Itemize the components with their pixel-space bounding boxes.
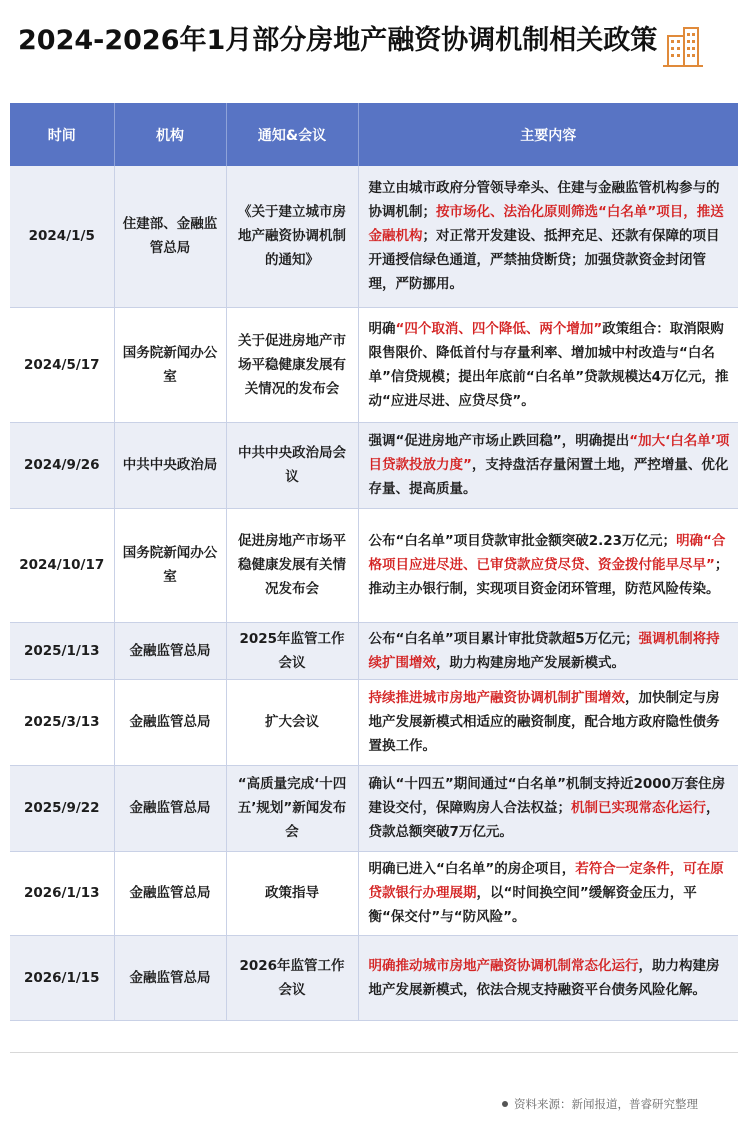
cell-content: [358, 422, 738, 508]
cell-notice: 中共中央政治局会议: [226, 422, 358, 508]
highlight-text: 明确推动城市房地产融资协调机制常态化运行: [368, 957, 639, 974]
highlight-text: 机制已实现常态化运行: [571, 800, 706, 816]
cell-content: [358, 307, 738, 422]
source-text: 资料来源：新闻报道，普睿研究整理: [514, 1097, 698, 1111]
cell-notice: 《关于建立城市房地产融资协调机制的通知》: [226, 166, 358, 307]
footer-divider: [10, 1052, 738, 1053]
content-text: ，贷款总额突破7万亿元。: [368, 800, 720, 840]
cell-org: 金融监管总局: [114, 851, 226, 935]
table-row: [10, 765, 738, 851]
cell-notice: 2025年监管工作会议: [226, 622, 358, 679]
content-text: 明确已进入“白名单”的房企项目，: [368, 861, 576, 877]
content-text: ；推动主办银行制，实现项目资金闭环管理，防范风险传染。: [368, 557, 729, 597]
cell-content: [358, 765, 738, 851]
header-org: 机构: [114, 103, 226, 166]
content-text: ，助力构建房地产发展新模式，依法合规支持融资平台债务风险化解。: [368, 957, 720, 998]
cell-org: 中共中央政治局: [114, 422, 226, 508]
cell-content: [358, 622, 738, 679]
header-notice: 通知&会议: [226, 103, 358, 166]
cell-org: 住建部、金融监管总局: [114, 166, 226, 307]
source-note: [502, 1096, 698, 1112]
cell-notice: 促进房地产市场平稳健康发展有关情况发布会: [226, 508, 358, 622]
cell-org: 金融监管总局: [114, 622, 226, 679]
content-text: 明确: [368, 320, 396, 337]
content-text: 公布“白名单”项目贷款审批金额突破2.23万亿元；: [368, 533, 677, 549]
cell-notice: 关于促进房地产市场平稳健康发展有关情况的发布会: [226, 307, 358, 422]
cell-date: 2024/1/5: [10, 166, 114, 307]
cell-date: 2024/10/17: [10, 508, 114, 622]
table-row: [10, 622, 738, 679]
cell-notice: 政策指导: [226, 851, 358, 935]
cell-notice: 扩大会议: [226, 679, 358, 765]
cell-org: 金融监管总局: [114, 935, 226, 1020]
cell-content: [358, 679, 738, 765]
highlight-text: 明确“合格项目应进尽进、已审贷款应贷尽贷、资金拨付能早尽早”: [368, 533, 726, 573]
highlight-text: 按市场化、法治化原则筛选“白名单”项目，推送金融机构: [368, 204, 724, 245]
content-text: ，助力构建房地产发展新模式。: [436, 654, 625, 671]
table-row: [10, 166, 738, 307]
cell-date: 2025/3/13: [10, 679, 114, 765]
cell-date: 2026/1/13: [10, 851, 114, 935]
table-row: [10, 679, 738, 765]
policy-table: [10, 103, 738, 1021]
highlight-text: 强调机制将持续扩围增效: [368, 630, 720, 671]
table-row: [10, 508, 738, 622]
table-row: [10, 935, 738, 1020]
content-text: ，加快制定与房地产发展新模式相适应的融资制度，配合地方政府隐性债务置换工作。: [368, 690, 720, 754]
highlight-text: “四个取消、四个降低、两个增加”: [395, 320, 603, 337]
building-logo-icon: [660, 24, 706, 70]
content-text: 建立由城市政府分管领导牵头、住建与金融监管机构参与的协调机制；: [368, 180, 720, 221]
table-header-row: [10, 103, 738, 166]
cell-notice: 2026年监管工作会议: [226, 935, 358, 1020]
table-row: [10, 851, 738, 935]
content-text: 政策组合：取消限购限售限价、降低首付与存量利率、增加城中村改造与“白名单”信贷规模；提出年底前“白名单”贷款规模达4万亿元，推动“应进尽进、应贷尽贷”。: [368, 320, 729, 409]
table-row: [10, 422, 738, 508]
cell-date: 2025/9/22: [10, 765, 114, 851]
header-content: 主要内容: [358, 103, 738, 166]
content-text: 公布“白名单”项目累计审批贷款超5万亿元；: [368, 630, 639, 647]
cell-date: 2024/9/26: [10, 422, 114, 508]
header-date: 时间: [10, 103, 114, 166]
cell-content: [358, 166, 738, 307]
content-text: ，支持盘活存量闲置土地，严控增量、优化存量、提高质量。: [368, 457, 729, 497]
cell-org: 金融监管总局: [114, 679, 226, 765]
cell-org: 金融监管总局: [114, 765, 226, 851]
cell-date: 2024/5/17: [10, 307, 114, 422]
table-row: [10, 307, 738, 422]
cell-content: [358, 508, 738, 622]
cell-org: 国务院新闻办公室: [114, 307, 226, 422]
highlight-text: 持续推进城市房地产融资协调机制扩围增效: [368, 690, 625, 706]
cell-date: 2025/1/13: [10, 622, 114, 679]
content-text: ；对正常开发建设、抵押充足、还款有保障的项目开通授信绿色通道，严禁抽贷断贷；加强贷款资金封闭管理，严防挪用。: [368, 228, 720, 293]
cell-content: [358, 851, 738, 935]
cell-notice: “高质量完成‘十四五’规划”新闻发布会: [226, 765, 358, 851]
content-text: 强调“促进房地产市场止跌回稳”，明确提出: [368, 433, 630, 449]
bullet-icon: [502, 1101, 508, 1107]
content-text: ，以“时间换空间”缓解资金压力，平衡“保交付”与“防风险”。: [368, 885, 697, 925]
cell-org: 国务院新闻办公室: [114, 508, 226, 622]
page-title: 2024-2026年1月部分房地产融资协调机制相关政策: [18, 25, 658, 56]
cell-content: [358, 935, 738, 1020]
highlight-text: “加大‘白名单’项目贷款投放力度”: [368, 433, 730, 473]
highlight-text: 若符合一定条件，可在原贷款银行办理展期: [368, 861, 724, 901]
cell-date: 2026/1/15: [10, 935, 114, 1020]
content-text: 确认“十四五”期间通过“白名单”机制支持近2000万套住房建设交付，保障购房人合法权益；: [368, 776, 726, 816]
